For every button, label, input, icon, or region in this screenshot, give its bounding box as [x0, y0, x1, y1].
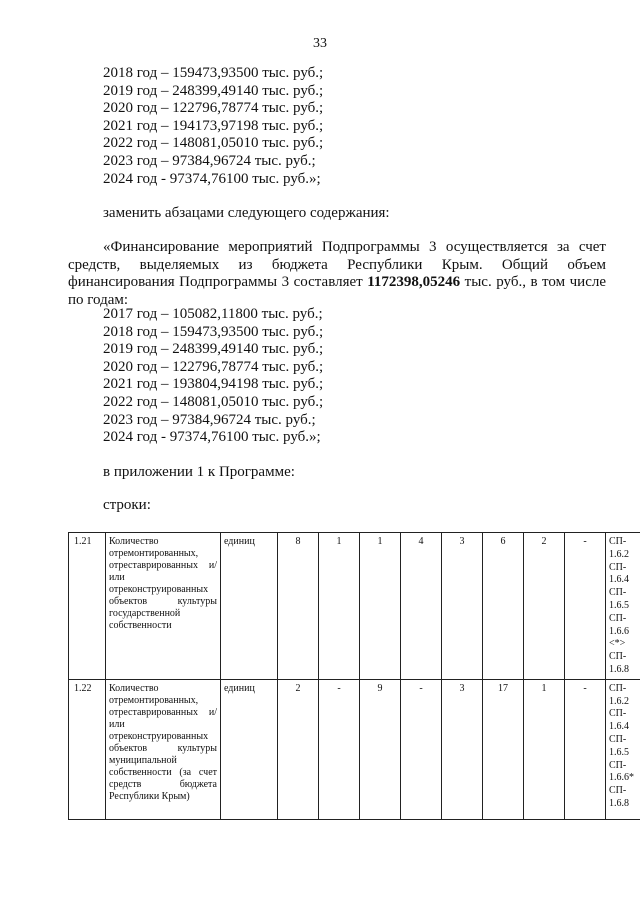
funding-line: 2022 год – 148081,05010 тыс. руб.; [103, 393, 324, 410]
code-line: 1.6.6* [609, 772, 634, 784]
code-line: 1.6.5 [609, 746, 629, 758]
row-value: - [565, 679, 606, 819]
row-value: 1 [360, 533, 401, 680]
funding-paragraph [68, 239, 606, 309]
row-value: - [565, 533, 606, 680]
row-value: 4 [401, 533, 442, 680]
code-line: СП- [609, 785, 627, 797]
row-codes [606, 533, 640, 680]
new-funding-list [103, 306, 323, 447]
funding-line: 2021 год – 193804,94198 тыс. руб.; [103, 376, 324, 393]
code-line: СП- [609, 651, 627, 663]
funding-line: 2023 год – 97384,96724 тыс. руб.; [103, 411, 316, 428]
replace-intro: заменить абзацами следующего содержания: [103, 205, 390, 221]
table-row [69, 679, 640, 819]
funding-line: 2021 год – 194173,97198 тыс. руб.; [103, 117, 324, 134]
code-line: СП- [609, 708, 627, 720]
rows-label: строки: [103, 497, 151, 513]
code-line: 1.6.2 [609, 548, 629, 560]
row-name: Количество отремонтированных, отреставрированных и/или отреконструированных объектов культуры государственной собственности [106, 533, 221, 680]
row-value: 2 [524, 533, 565, 680]
code-line: 1.6.8 [609, 797, 629, 809]
funding-line: 2017 год – 105082,11800 тыс. руб.; [103, 306, 323, 322]
row-value: 2 [278, 679, 319, 819]
row-value: 1 [319, 533, 360, 680]
funding-line: 2024 год - 97374,76100 тыс. руб.»; [103, 429, 321, 446]
old-funding-list [103, 65, 323, 188]
funding-paragraph-start: «Финансирование мероприятий Подпрограммы 3 осуществляется за счет средств, выделяемых из бюджета Республики Крым. Общий объем финансирования Подпрограммы 3 составляет [68, 239, 606, 291]
funding-paragraph-end: тыс. руб., в том числе по годам: [68, 274, 607, 308]
code-line: 1.6.8 [609, 663, 629, 675]
row-name: Количество отремонтированных, отреставрированных и/или отреконструированных объектов культуры муниципальной собственности (за счет средств бюджета Республики Крым) [106, 679, 221, 819]
funding-line: 2020 год – 122796,78774 тыс. руб.; [103, 358, 324, 375]
indicator-table [68, 532, 640, 820]
funding-line: 2019 год – 248399,49140 тыс. руб.; [103, 341, 324, 358]
code-line: СП- [609, 682, 627, 694]
row-unit: единиц [221, 533, 278, 680]
code-line: 1.6.6 [609, 625, 629, 637]
row-number: 1.21 [69, 533, 106, 680]
code-line: СП- [609, 587, 627, 599]
code-line: СП- [609, 759, 627, 771]
table-row [69, 533, 640, 680]
page-number: 33 [313, 36, 327, 51]
row-value: 8 [278, 533, 319, 680]
row-value: - [319, 679, 360, 819]
row-value: 3 [442, 533, 483, 680]
code-line: <*> [609, 638, 626, 650]
row-value: 6 [483, 533, 524, 680]
row-unit: единиц [221, 679, 278, 819]
row-codes [606, 679, 640, 819]
code-line: СП- [609, 536, 627, 547]
funding-line: 2018 год – 159473,93500 тыс. руб.; [103, 65, 324, 81]
appendix-line: в приложении 1 к Программе: [103, 464, 295, 480]
code-line: 1.6.2 [609, 695, 629, 707]
funding-line: 2020 год – 122796,78774 тыс. руб.; [103, 100, 324, 117]
code-line: 1.6.5 [609, 599, 629, 611]
row-value: 1 [524, 679, 565, 819]
code-line: 1.6.4 [609, 574, 629, 586]
code-line: СП- [609, 612, 627, 624]
funding-line: 2019 год – 248399,49140 тыс. руб.; [103, 82, 324, 99]
row-number: 1.22 [69, 679, 106, 819]
code-line: СП- [609, 561, 627, 573]
funding-line: 2022 год – 148081,05010 тыс. руб.; [103, 135, 324, 152]
funding-line: 2018 год – 159473,93500 тыс. руб.; [103, 323, 324, 340]
code-line: СП- [609, 733, 627, 745]
row-value: 3 [442, 679, 483, 819]
row-value: 17 [483, 679, 524, 819]
funding-line: 2023 год – 97384,96724 тыс. руб.; [103, 152, 316, 169]
row-value: 9 [360, 679, 401, 819]
row-value: - [401, 679, 442, 819]
funding-line: 2024 год - 97374,76100 тыс. руб.»; [103, 170, 321, 187]
code-line: 1.6.4 [609, 721, 629, 733]
total-amount: 1172398,05246 [367, 274, 461, 291]
